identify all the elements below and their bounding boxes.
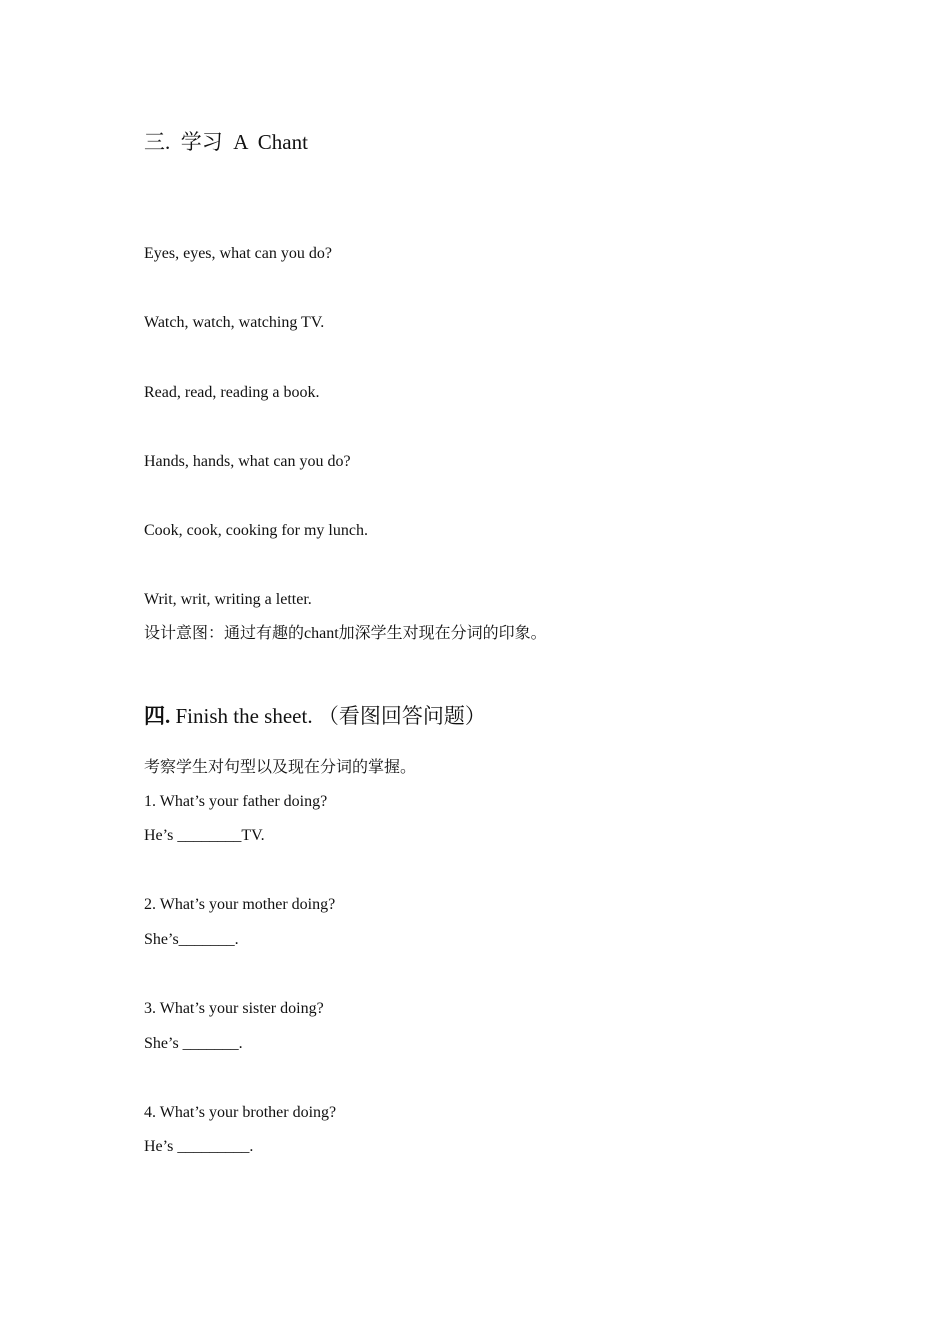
section4-heading — [144, 702, 486, 730]
question-text: 4. What’s your brother doing? — [144, 1104, 337, 1121]
chant-line: Hands, hands, what can you do? — [144, 453, 351, 470]
chant-line: Watch, watch, watching TV. — [144, 314, 325, 331]
chant-line: Writ, writ, writing a letter. — [144, 591, 312, 608]
answer-line: He’s _________. — [144, 1138, 254, 1155]
section3-heading: 三. 学习 A Chant — [144, 130, 308, 154]
question-text: 3. What’s your sister doing? — [144, 1000, 324, 1017]
chant-line: Read, read, reading a book. — [144, 384, 320, 401]
answer-line: She’s _______. — [144, 1035, 243, 1052]
chant-line: Cook, cook, cooking for my lunch. — [144, 522, 368, 539]
section4-heading-number: 四. — [144, 704, 171, 728]
question-text: 2. What’s your mother doing? — [144, 896, 336, 913]
answer-line: He’s ________TV. — [144, 827, 265, 844]
design-note: 设计意图：通过有趣的chant加深学生对现在分词的印象。 — [144, 625, 547, 642]
section4-note: 考察学生对句型以及现在分词的掌握。 — [144, 759, 417, 776]
chant-line: Eyes, eyes, what can you do? — [144, 245, 332, 262]
question-text: 1. What’s your father doing? — [144, 793, 328, 810]
section4-heading-text: Finish the sheet. （看图回答问题） — [170, 704, 486, 728]
answer-line: She’s_______. — [144, 931, 239, 948]
